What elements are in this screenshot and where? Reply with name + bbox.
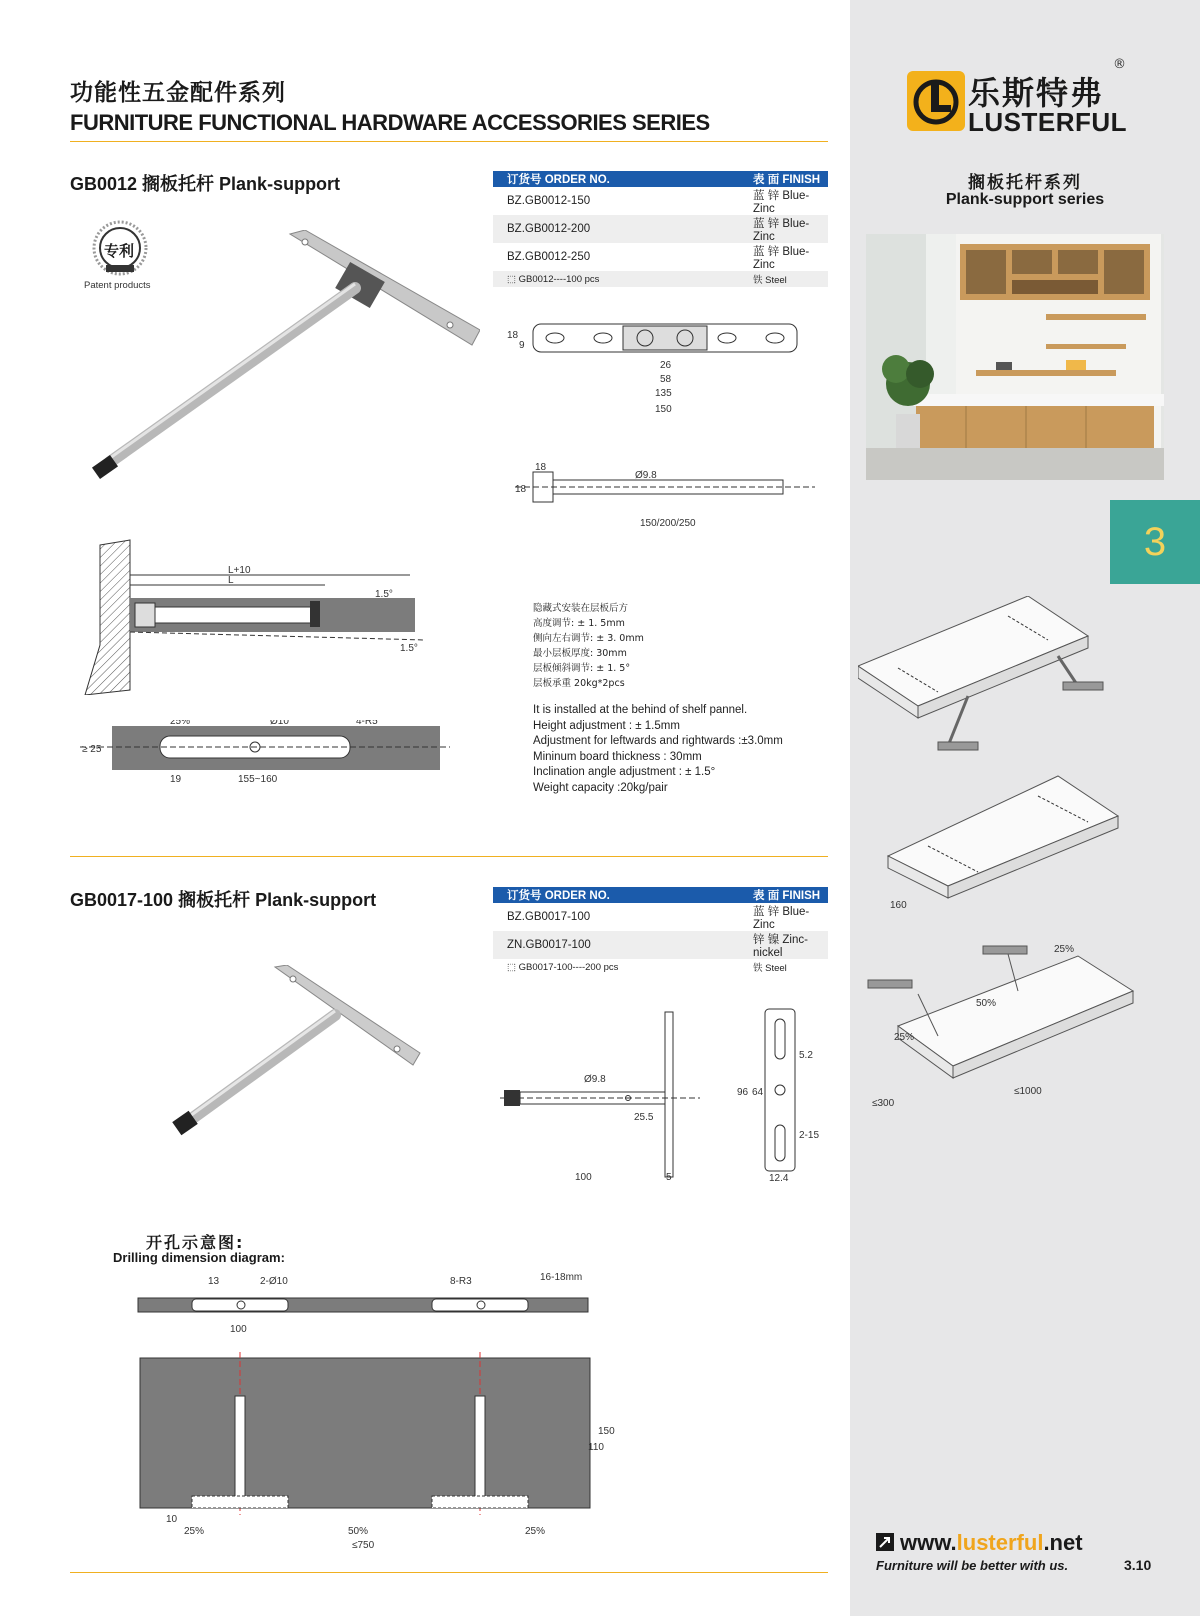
dim-58: 58 bbox=[660, 374, 672, 385]
dim-110: 110 bbox=[588, 1442, 604, 1453]
dim-50pct: 50% bbox=[348, 1526, 369, 1537]
dim-rod-18b: 18 bbox=[515, 484, 527, 495]
patent-badge-text: 专利 bbox=[104, 242, 135, 260]
dim-150: 150 bbox=[655, 404, 672, 415]
room-photo bbox=[866, 234, 1164, 480]
dim-plate-h: 18 bbox=[507, 330, 519, 341]
dim-rod2-100: 100 bbox=[575, 1172, 592, 1183]
box-icon: ⬚ bbox=[507, 961, 519, 973]
finish-cell: 锌 镍 Zinc-nickel bbox=[739, 931, 828, 959]
dim-d10: Ø10 bbox=[270, 720, 289, 727]
spec-line: Mininum board thickness : 30mm bbox=[533, 750, 702, 763]
dim-l-plus-10: L+10 bbox=[228, 565, 251, 576]
dim-rod-len: 150/200/250 bbox=[640, 518, 696, 529]
series-title-cn: 搁板托杆系列 bbox=[968, 173, 1082, 193]
finish-cell: 蓝 锌 Blue-Zinc bbox=[753, 246, 810, 271]
dim-96: 96 bbox=[737, 1087, 749, 1098]
spec-line: 侧向左右调节: ± 3. 0mm bbox=[533, 633, 644, 644]
rod2-side-view-diagram bbox=[500, 1010, 700, 1185]
page-title-cn: 功能性五金配件系列 bbox=[70, 80, 286, 106]
dim-angle-bottom: 1.5° bbox=[400, 643, 418, 654]
finish-cell: 蓝 锌 Blue-Zinc bbox=[753, 906, 810, 931]
dim-25pct: 25% bbox=[170, 720, 191, 727]
dim-rod2-5: 5 bbox=[666, 1172, 672, 1183]
table-row bbox=[493, 243, 828, 271]
finish-cell: 蓝 锌 Blue-Zinc bbox=[753, 190, 810, 215]
brand-name-en: LUSTERFUL bbox=[968, 107, 1128, 137]
order-cell: BZ.GB0012-250 bbox=[507, 251, 591, 263]
dim-drill-100: 100 bbox=[230, 1324, 247, 1335]
url-highlight: lusterful bbox=[956, 1530, 1044, 1555]
dim-rod2-dia: Ø9.8 bbox=[584, 1074, 606, 1085]
pack-order: GB0012----100 pcs bbox=[518, 273, 600, 285]
order-table-gb0012 bbox=[493, 171, 828, 287]
dim-8-r3: 8-R3 bbox=[450, 1276, 472, 1287]
dim-2-15: 2-15 bbox=[799, 1130, 820, 1141]
spec-line: Weight capacity :20kg/pair bbox=[533, 781, 668, 794]
registered-mark: ® bbox=[1113, 57, 1126, 72]
dim-150: 150 bbox=[598, 1426, 615, 1437]
plate-top-view-diagram bbox=[505, 320, 805, 420]
dim-155-160: 155~160 bbox=[238, 774, 278, 785]
dim-h25: ≥ 25 bbox=[82, 744, 102, 755]
order-header: 订货号 ORDER NO. bbox=[493, 171, 739, 187]
order-header: 订货号 ORDER NO. bbox=[493, 887, 739, 903]
finish-cell: 蓝 锌 Blue-Zinc bbox=[739, 215, 828, 243]
dim-25pct-right: 25% bbox=[1054, 944, 1075, 955]
section2-title: GB0017-100 搁板托杆 Plank-support bbox=[70, 890, 377, 910]
url-prefix: www. bbox=[900, 1530, 957, 1555]
spec-line: 层板倾斜调节: ± 1. 5° bbox=[533, 663, 631, 674]
header-divider bbox=[70, 141, 828, 142]
spec-line: 高度调节: ± 1. 5mm bbox=[533, 618, 625, 629]
dim-25pct-a: 25% bbox=[184, 1526, 205, 1537]
specs-en bbox=[533, 703, 783, 796]
dim-1000: ≤1000 bbox=[1014, 1086, 1042, 1097]
dim-l: L bbox=[228, 575, 234, 586]
spec-line: 最小层板厚度: 30mm bbox=[533, 648, 627, 659]
dim-thickness: 16-18mm bbox=[540, 1272, 583, 1283]
dim-25pct-b: 25% bbox=[525, 1526, 546, 1537]
brand-name-cn: 乐斯特弗 bbox=[968, 74, 1105, 112]
plate2-front-view-diagram bbox=[735, 1005, 825, 1185]
footer-divider bbox=[70, 1572, 828, 1573]
section-view-diagram bbox=[80, 535, 460, 695]
drilling-title-en: Drilling dimension diagram: bbox=[113, 1250, 285, 1265]
dim-angle-top: 1.5° bbox=[375, 589, 393, 600]
drilling-diagram-plan bbox=[130, 1350, 640, 1550]
series-title-en: Plank-support series bbox=[945, 191, 1105, 208]
dim-13: 13 bbox=[208, 1276, 220, 1287]
drilling-title-cn: 开孔示意图: bbox=[146, 1233, 245, 1252]
section-divider bbox=[70, 856, 828, 857]
table-row bbox=[493, 271, 828, 287]
url-suffix: .net bbox=[1043, 1530, 1083, 1555]
spec-line: Inclination angle adjustment : ± 1.5° bbox=[533, 766, 716, 778]
dim-19: 19 bbox=[170, 774, 182, 785]
order-cell: BZ.GB0017-100 bbox=[507, 911, 591, 923]
dim-50pct: 50% bbox=[976, 998, 997, 1009]
dim-5-2: 5.2 bbox=[799, 1050, 813, 1061]
dim-300: ≤300 bbox=[872, 1098, 895, 1109]
page-number: 3.10 bbox=[1124, 1557, 1152, 1573]
table-row bbox=[493, 903, 828, 931]
shelf-isometric-diagrams bbox=[858, 596, 1158, 1116]
brand-logo-icon bbox=[907, 71, 965, 131]
dim-750: ≤750 bbox=[352, 1540, 375, 1550]
url-arrow-icon bbox=[876, 1533, 894, 1551]
website-url[interactable] bbox=[900, 1530, 1083, 1556]
order-cell: BZ.GB0012-200 bbox=[493, 215, 739, 243]
pack-cell bbox=[493, 271, 739, 287]
board-slot-diagram bbox=[80, 720, 450, 790]
table-row bbox=[493, 187, 828, 215]
chapter-tab: 3 bbox=[1110, 500, 1200, 584]
dim-25pct-left: 25% bbox=[894, 1032, 915, 1043]
dim-r5: 4-R5 bbox=[356, 720, 378, 727]
spec-line: Adjustment for leftwards and rightwards :±3.0mm bbox=[533, 735, 783, 747]
dim-rod-dia: Ø9.8 bbox=[635, 470, 657, 481]
dim-25-5: 25.5 bbox=[634, 1112, 654, 1123]
table-row bbox=[493, 215, 828, 243]
order-cell: ZN.GB0017-100 bbox=[493, 931, 739, 959]
drilling-diagram-top bbox=[130, 1270, 600, 1340]
product-photo-gb0017 bbox=[165, 965, 425, 1145]
spec-line: 隐藏式安装在层板后方 bbox=[533, 603, 629, 614]
dim-10: 10 bbox=[166, 1514, 178, 1525]
table-row bbox=[493, 959, 828, 975]
dim-12-4: 12.4 bbox=[769, 1173, 789, 1184]
dim-rod-18a: 18 bbox=[535, 462, 547, 473]
product-photo-gb0012 bbox=[80, 230, 480, 490]
spec-line: 层板承重 20kg*2pcs bbox=[533, 678, 625, 689]
finish-header: 表 面 FINISH bbox=[739, 887, 828, 903]
spec-line: It is installed at the behind of shelf pannel. bbox=[533, 704, 748, 716]
slogan: Furniture will be better with us. bbox=[876, 1558, 1069, 1573]
pack-cell bbox=[493, 959, 739, 975]
order-cell: BZ.GB0012-150 bbox=[507, 195, 591, 207]
dim-2-d10: 2-Ø10 bbox=[260, 1276, 288, 1287]
dim-26: 26 bbox=[660, 360, 672, 371]
specs-cn bbox=[533, 601, 644, 691]
spec-line: Height adjustment : ± 1.5mm bbox=[533, 719, 680, 732]
table-row bbox=[493, 931, 828, 959]
dim-160: 160 bbox=[890, 900, 907, 911]
pack-finish: 铁 Steel bbox=[753, 963, 787, 974]
patent-label: Patent products bbox=[84, 280, 151, 291]
section1-title: GB0012 搁板托杆 Plank-support bbox=[70, 174, 341, 194]
pack-order: GB0017-100----200 pcs bbox=[518, 961, 619, 973]
dim-135: 135 bbox=[655, 388, 672, 399]
finish-header: 表 面 FINISH bbox=[739, 171, 828, 187]
order-table-gb0017 bbox=[493, 887, 828, 975]
rod-side-view-diagram bbox=[515, 460, 815, 530]
dim-plate-h2: 9 bbox=[519, 340, 525, 351]
page-title-en: FURNITURE FUNCTIONAL HARDWARE ACCESSORIES SERIES bbox=[70, 110, 710, 135]
dim-64: 64 bbox=[752, 1087, 764, 1098]
pack-finish: 铁 Steel bbox=[739, 271, 828, 287]
box-icon: ⬚ bbox=[507, 273, 519, 285]
